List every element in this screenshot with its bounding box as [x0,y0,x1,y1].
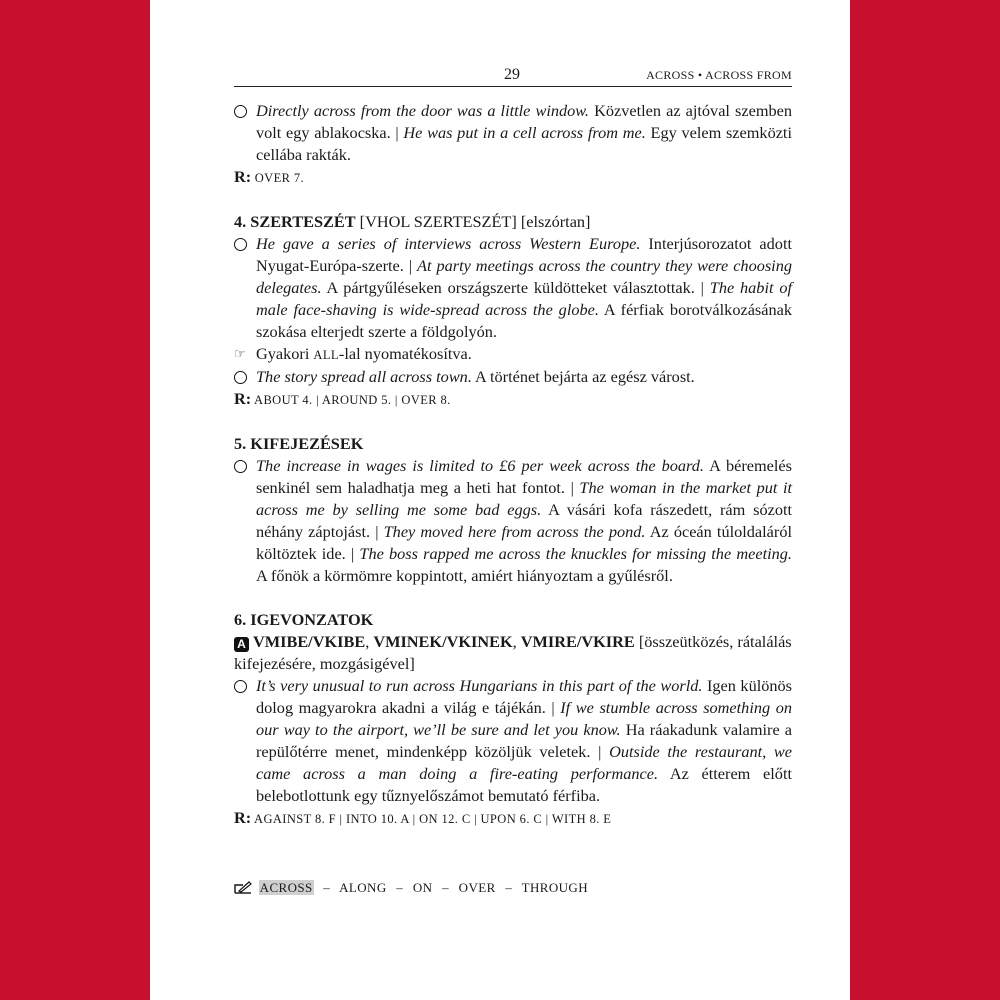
section-title: 6. IGEVONZATOK [234,610,374,629]
pattern-gloss: [összeütközés, rátalálás kifejezésére, mozgásigével] [234,632,792,673]
example-english: The story spread all across town. [256,367,472,386]
section-heading [234,609,792,631]
right-red-band [850,0,1000,1000]
pointing-hand-icon: ☞ [234,346,246,361]
example-english: The increase in wages is limited to £6 per week across the board. [256,456,704,475]
related-word-link[interactable]: ON [412,880,433,895]
example-english: Directly across from the door was a little window. [256,101,590,120]
example-entry [234,675,792,807]
related-words-footer: ACROSS – ALONG – ON – OVER – THROUGH [234,880,588,898]
circle-bullet-icon [234,100,256,124]
reference-line: R: AGAINST 8. F | INTO 10. A | ON 12. C | UPON 6. C | WITH 8. E [234,808,612,827]
reference-line: R: ABOUT 4. | AROUND 5. | OVER 8. [234,389,451,408]
circle-bullet-icon [234,675,256,699]
page-header [234,64,792,87]
example-entry [234,455,792,587]
example-hungarian: A férfiak borotválkozásának szokása elterjedt szerte a földgolyón. [256,300,792,341]
example-english: Outside the restaurant, we came across a man doing a fire-eating performance. [256,742,792,783]
section-gloss: [VHOL SZERTESZÉT] [elszórtan] [355,212,591,231]
example-hungarian: Egy velem szemközti cellába rakták. [256,123,792,164]
section-title: 4. SZERTESZÉT [234,212,356,231]
example-english: At party meetings across the country they were choosing delegates. [256,256,792,297]
example-english: The boss rapped me across the knuckles for missing the meeting. [359,544,792,563]
related-word-current[interactable]: ACROSS [259,880,313,895]
section-heading [234,433,792,455]
example-english: The habit of male face-shaving is wide-spread across the globe. [256,278,793,319]
example-hungarian: A vásári kofa rászedett, rám sózott néhány záptojást. | [256,500,793,541]
section-heading [234,211,792,233]
left-red-band [0,0,150,1000]
dictionary-page [150,0,850,1000]
example-hungarian: Interjúsorozatot adott Nyugat-Európa-szerte. | [256,234,792,275]
example-hungarian: A főnök a körmömre koppintott, amiért hiányoztam a gyűlésről. [256,566,673,585]
example-english: He gave a series of interviews across Western Europe. [256,234,641,253]
usage-note: ☞ Gyakori ALL-lal nyomatékosítva. [234,344,472,363]
example-hungarian: Az étterem előtt belebotlottunk egy tűznyelőszámot bemutató férfiba. [256,764,792,805]
circle-bullet-icon [234,366,256,390]
circle-bullet-icon [234,455,256,479]
example-english: If we stumble across something on our way to the airport, we’ll be sure and let you know. [256,698,792,739]
example-hungarian: Közvetlen az ajtóval szemben volt egy ablakocska. | [256,101,792,142]
entry-body [234,100,792,830]
circle-bullet-icon [234,233,256,257]
related-word-link[interactable]: ALONG [339,880,387,895]
example-hungarian: A pártgyűléseken országszerte küldötteket választottak. | [321,278,710,297]
example-entry [234,233,792,343]
example-entry [234,100,792,166]
example-hungarian: A történet bejárta az egész várost. [471,367,695,386]
example-hungarian: Igen különös dolog magyarokra akadni a világ e tájékán. | [256,676,792,717]
page-number: 29 [504,66,520,83]
cross-references: ABOUT 4. | AROUND 5. | OVER 8. [251,393,451,407]
pencil-note-icon [234,880,252,898]
reference-line: R: OVER 7. [234,167,305,186]
example-english: They moved here from across the pond. [383,522,646,541]
cross-references: OVER 7. [251,171,305,185]
cross-references: AGAINST 8. F | INTO 10. A | ON 12. C | UPON 6. C | WITH 8. E [251,812,612,826]
related-word-link[interactable]: THROUGH [521,880,588,895]
related-word-link[interactable]: OVER [458,880,496,895]
running-head: ACROSS • ACROSS FROM [646,68,792,82]
example-hungarian: Ha ráakadunk valamire a repülőtérre menet, mindenképp közöljük veletek. | [256,720,793,761]
a-marker-icon: A [234,637,249,652]
example-english: He was put in a cell across from me. [403,123,646,142]
example-english: The woman in the market put it across me by selling me some bad eggs. [256,478,793,519]
example-hungarian: Az óceán túloldaláról költöztek ide. | [256,522,792,563]
example-english: It’s very unusual to run across Hungarians in this part of the world. [256,676,703,695]
valency-pattern: A VMIBE/VKIBE, VMINEK/VKINEK, VMIRE/VKIRE [összeütközés, rátalálás kifejezésére, mozgásigével] [234,632,792,673]
section-title: 5. KIFEJEZÉSEK [234,434,364,453]
example-hungarian: A béremelés senkinél sem haladhatja meg a heti hat fontot. | [256,456,792,497]
example-entry [234,366,792,388]
